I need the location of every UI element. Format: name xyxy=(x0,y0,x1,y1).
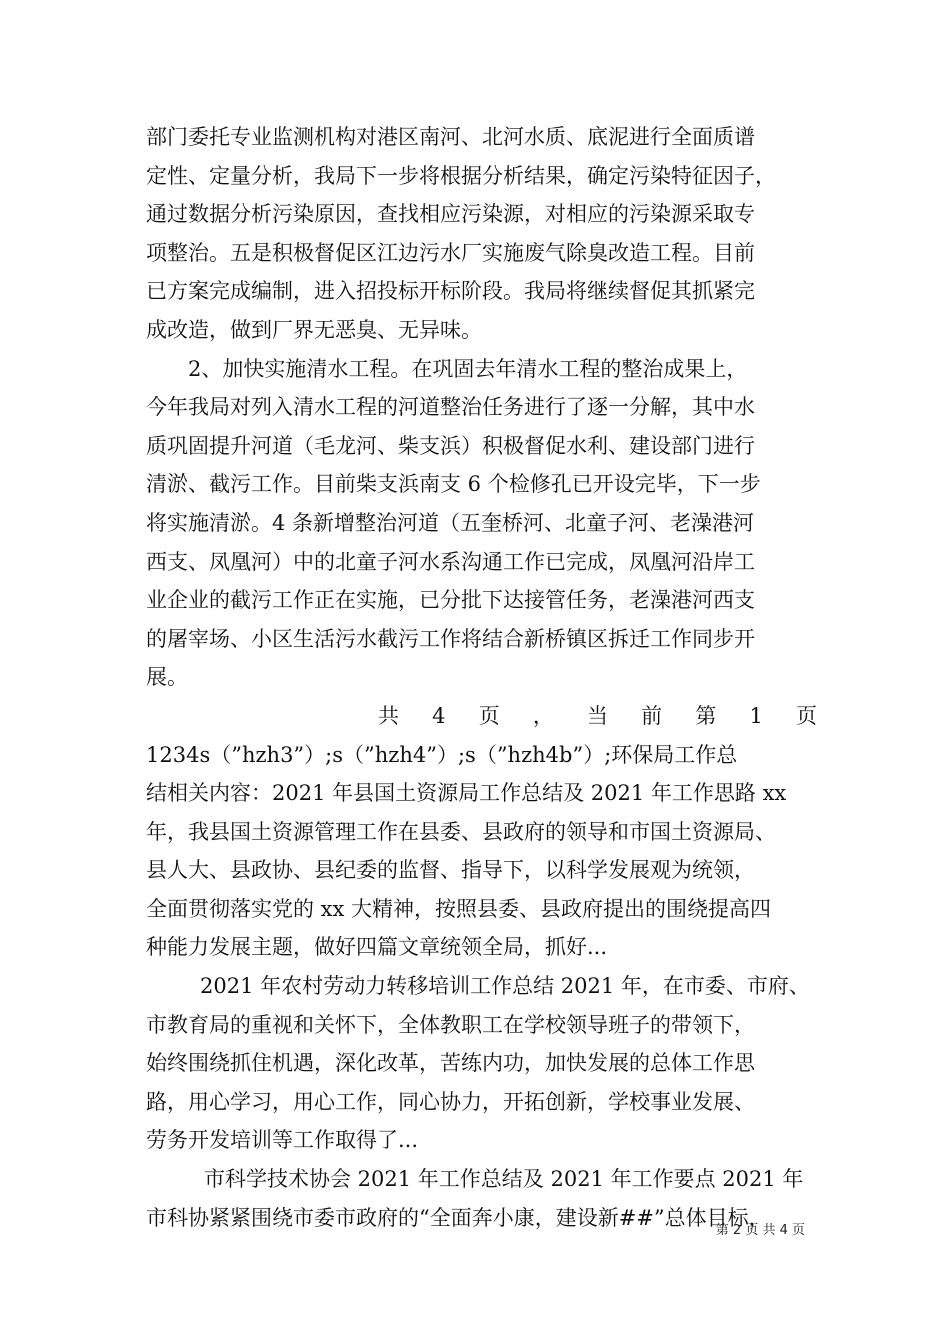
page-indicator-part: 页 xyxy=(796,703,817,728)
text-line: 2021 年农村劳动力转移培训工作总结 2021 年，在市委、市府、 xyxy=(200,974,810,999)
page-indicator-part: 前 xyxy=(641,703,663,728)
page-indicator xyxy=(146,697,821,736)
text-line: 部门委托专业监测机构对港区南河、北河水质、底泥进行全面质谱 xyxy=(146,125,755,149)
text-line: 2、加快实施清水工程。在巩固去年清水工程的整治成果上， xyxy=(188,356,748,381)
text-line: 市科协紧紧围绕市委市政府的“全面奔小康，建设新##”总体目标， xyxy=(146,1205,770,1230)
text-line: 路，用心学习，用心工作，同心协力，开拓创新，学校事业发展、 xyxy=(146,1089,755,1114)
text-line: 将实施清淤。4 条新增整治河道（五奎桥河、北童子河、老澡港河 xyxy=(146,510,755,535)
text-line: 种能力发展主题，做好四篇文章统领全局，抓好... xyxy=(146,935,608,960)
text-line: 西支、凤凰河）中的北童子河水系沟通工作已完成，凤凰河沿岸工 xyxy=(146,549,755,574)
text-line: 成改造，做到厂界无恶臭、无异味。 xyxy=(146,317,482,342)
text-line: 质巩固提升河道（毛龙河、柴支浜）积极督促水利、建设部门进行 xyxy=(146,433,755,458)
text-line: 市科学技术协会 2021 年工作总结及 2021 年工作要点 2021 年 xyxy=(204,1167,804,1192)
page-indicator-part: 页 xyxy=(478,703,500,728)
text-line: 清淤、截污工作。目前柴支浜南支 6 个检修孔已开设完毕，下一步 xyxy=(146,472,761,497)
text-line: 定性、定量分析，我局下一步将根据分析结果，确定污染特征因子， xyxy=(146,163,776,188)
text-line: 结相关内容：2021 年县国土资源局工作总结及 2021 年工作思路 xx xyxy=(146,781,787,806)
text-line: 劳务开发培训等工作取得了... xyxy=(146,1128,419,1153)
text-line: 展。 xyxy=(146,665,188,690)
text-line: 县人大、县政协、县纪委的监督、指导下，以科学发展观为统领， xyxy=(146,858,755,883)
text-line: 今年我局对列入清水工程的河道整治任务进行了逐一分解，其中水 xyxy=(146,395,755,420)
text-line: 已方案完成编制，进入招投标开标阶段。我局将继续督促其抓紧完 xyxy=(146,279,755,304)
text-line: 1234s（”hzh3”）;s（”hzh4”）;s（”hzh4b”）;环保局工作总 xyxy=(146,742,738,767)
text-line: 全面贯彻落实党的 xx 大精神，按照县委、县政府提出的围绕提高四 xyxy=(146,896,772,921)
page-indicator-part: 第 xyxy=(695,703,717,728)
document-body xyxy=(146,118,821,1237)
text-line: 通过数据分析污染原因，查找相应污染源，对相应的污染源采取专 xyxy=(146,202,755,227)
text-line: 始终围绕抓住机遇，深化改革，苦练内功，加快发展的总体工作思 xyxy=(146,1051,755,1076)
page-footer: 第 2 页 共 4 页 xyxy=(715,1223,805,1238)
page-indicator-part: 1 xyxy=(749,703,763,728)
text-line: 业企业的截污工作正在实施，已分批下达接管任务，老澡港河西支 xyxy=(146,588,755,613)
text-line: 的屠宰场、小区生活污水截污工作将结合新桥镇区拆迁工作同步开 xyxy=(146,626,755,651)
text-line: 项整治。五是积极督促区江边污水厂实施废气除臭改造工程。目前 xyxy=(146,240,755,265)
text-line: 市教育局的重视和关怀下，全体教职工在学校领导班子的带领下， xyxy=(146,1012,755,1037)
text-line: 年，我县国土资源管理工作在县委、县政府的领导和市国土资源局、 xyxy=(146,819,776,844)
page-indicator-part: 当 xyxy=(587,703,608,728)
page-indicator-part: 4 xyxy=(432,703,446,728)
page-indicator-part: ， xyxy=(532,703,554,728)
page-indicator-part: 共 xyxy=(378,703,399,728)
